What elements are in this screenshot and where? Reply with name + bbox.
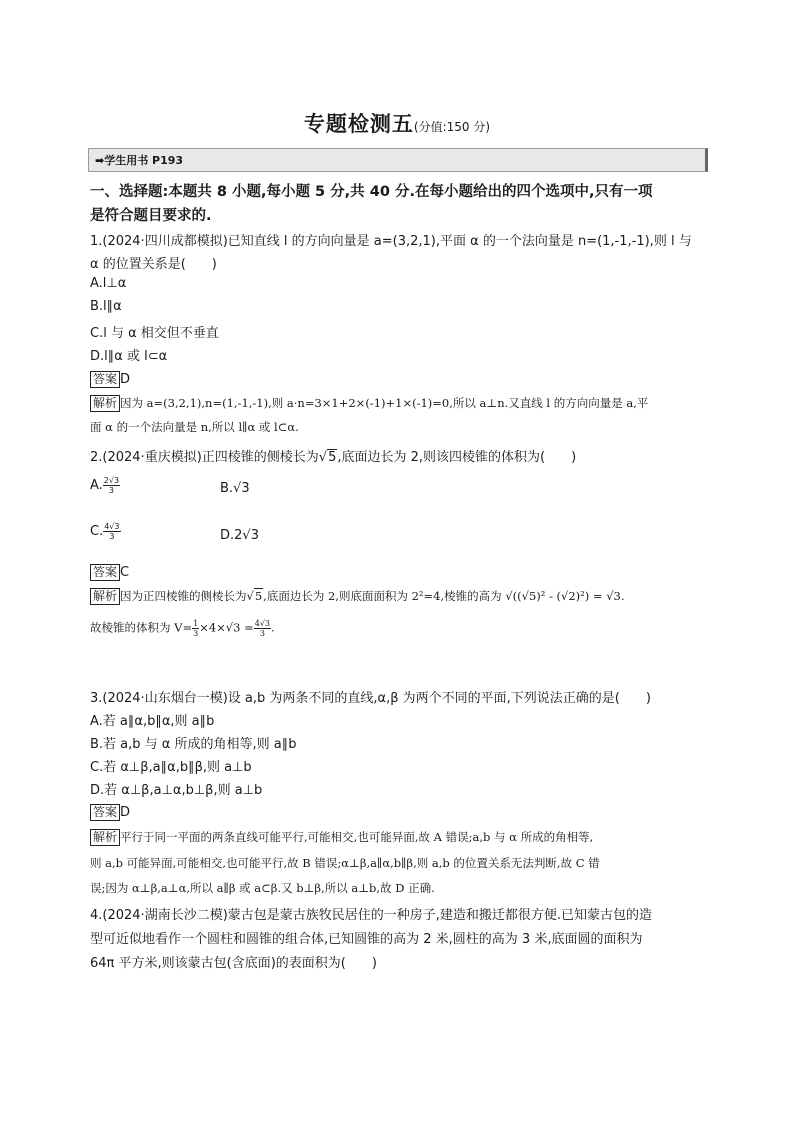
q1-option-a: A.l⊥α [90, 276, 127, 291]
q2-option-a-label: A. [90, 478, 103, 493]
q2-stem-root: 5 [328, 450, 337, 465]
q3-analysis-line1 [90, 829, 593, 846]
q4-stem-line3: 64π 平方米,则该蒙古包(含底面)的表面积为( ) [90, 956, 377, 971]
section-heading-line1: 一、选择题:本题共 8 小题,每小题 5 分,共 40 分.在每小题给出的四个选项中,只有一项 [90, 184, 653, 200]
book-reference-bar [88, 148, 708, 172]
analysis-tag: 解析 [90, 588, 120, 605]
q2-option-a-fraction [103, 476, 120, 495]
q1-analysis-line1 [90, 395, 648, 412]
q3-stem: 3.(2024·山东烟台一模)设 a,b 为两条不同的直线,α,β 为两个不同的平面,下列说法正确的是( ) [90, 691, 651, 706]
q2-option-d: D.2√3 [220, 528, 259, 543]
q2-option-a-numerator: 2√3 [103, 476, 120, 485]
answer-tag: 答案 [90, 804, 120, 821]
q3-analysis-line3: 误;因为 α⊥β,a⊥α,所以 a∥β 或 a⊂β.又 b⊥β,所以 a⊥b,故 D 正确. [90, 881, 435, 895]
q2-stem-pre: 2.(2024·重庆模拟)正四棱锥的侧棱长为 [90, 450, 319, 465]
q2-analysis2-res-num: 4√3 [254, 619, 271, 628]
q2-analysis-root: 5 [254, 589, 263, 603]
q2-analysis2-frac-num: 1 [193, 619, 199, 628]
section-heading-line2: 是符合题目要求的. [90, 208, 212, 224]
page-title [0, 108, 794, 138]
q3-option-d: D.若 α⊥β,a⊥α,b⊥β,则 a⊥b [90, 783, 263, 798]
q3-option-c: C.若 α⊥β,a∥α,b∥β,则 a⊥b [90, 760, 252, 775]
q2-analysis2-end: . [271, 620, 275, 635]
score-note: (分值:150 分) [413, 120, 491, 134]
q2-option-c-denominator: 3 [109, 532, 115, 541]
book-reference: ➡学生用书 P193 [95, 154, 184, 167]
q2-answer-value: C [120, 565, 130, 580]
answer-tag: 答案 [90, 564, 120, 581]
q1-stem-line2: α 的位置关系是( ) [90, 257, 217, 272]
q2-option-c-fraction [103, 522, 120, 541]
q3-option-a: A.若 a∥α,b∥α,则 a∥b [90, 714, 215, 729]
q2-option-c [90, 522, 121, 541]
q2-analysis-formula: √((√5)² - (√2)²) = √3. [505, 589, 625, 603]
q2-stem-post: ,底面边长为 2,则该四棱锥的体积为( ) [337, 450, 577, 465]
q4-stem-line2: 型可近似地看作一个圆柱和圆锥的组合体,已知圆锥的高为 2 米,圆柱的高为 3 米,底面圆的面积为 [90, 932, 643, 947]
q1-answer [90, 371, 130, 388]
q1-option-c: C.l 与 α 相交但不垂直 [90, 326, 219, 341]
q2-option-a-denominator: 3 [108, 486, 114, 495]
q3-answer [90, 804, 130, 821]
q1-stem-line1: 1.(2024·四川成都模拟)已知直线 l 的方向向量是 a=(3,2,1),平面 α 的一个法向量是 n=(1,-1,-1),则 l 与 [90, 234, 692, 249]
q1-option-b: B.l∥α [90, 299, 122, 314]
q2-stem: 2.(2024·重庆模拟)正四棱锥的侧棱长为√5,底面边长为 2,则该四棱锥的体积为( ) [90, 450, 577, 465]
q1-answer-value: D [120, 372, 131, 387]
analysis-tag: 解析 [90, 395, 120, 412]
q3-analysis-line2: 则 a,b 可能异面,可能相交,也可能平行,故 B 错误;α⊥β,a∥α,b∥β,则 a,b 的位置关系无法判断,故 C 错 [90, 856, 600, 870]
q2-analysis-line2 [90, 619, 275, 638]
q1-option-d: D.l∥α 或 l⊂α [90, 349, 168, 364]
q2-option-c-numerator: 4√3 [104, 522, 120, 531]
q2-analysis2-mid: ×4×√3 = [199, 620, 254, 635]
q2-analysis-pre: 因为正四棱锥的侧棱长为 [120, 589, 247, 603]
q1-analysis-line2: 面 α 的一个法向量是 n,所以 l∥α 或 l⊂α. [90, 420, 299, 434]
q2-option-a [90, 476, 120, 495]
q1-analysis-text1: 因为 a=(3,2,1),n=(1,-1,-1),则 a·n=3×1+2×(-1)+1×(-1)=0,所以 a⊥n.又直线 l 的方向向量是 a,平 [120, 396, 649, 410]
q2-analysis2-pre: 故棱锥的体积为 V= [90, 620, 193, 635]
q4-stem-line1: 4.(2024·湖南长沙二模)蒙古包是蒙古族牧民居住的一种房子,建造和搬迁都很方便.已知蒙古包的造 [90, 908, 653, 923]
q2-analysis2-res-den: 3 [259, 629, 265, 638]
analysis-tag: 解析 [90, 829, 120, 846]
q2-option-c-label: C. [90, 524, 104, 539]
q2-analysis2-frac-den: 3 [193, 629, 199, 638]
q2-analysis-line1: 解析 因为正四棱锥的侧棱长为√5,底面边长为 2,则底面面积为 2²=4,棱锥的高为 √((√5)² - (√2)²) = √3. [90, 588, 625, 605]
q3-answer-value: D [120, 805, 131, 820]
q2-analysis2-result [254, 619, 271, 638]
answer-tag: 答案 [90, 371, 120, 388]
q2-analysis-mid: ,底面边长为 2,则底面面积为 2²=4,棱锥的高为 [263, 589, 502, 603]
q3-analysis-text1: 平行于同一平面的两条直线可能平行,可能相交,也可能异面,故 A 错误;a,b 与 α 所成的角相等, [120, 830, 594, 844]
q3-option-b: B.若 a,b 与 α 所成的角相等,则 a∥b [90, 737, 297, 752]
q2-answer [90, 564, 129, 581]
title-text: 专题检测五 [303, 112, 414, 136]
q2-option-b: B.√3 [220, 481, 250, 496]
